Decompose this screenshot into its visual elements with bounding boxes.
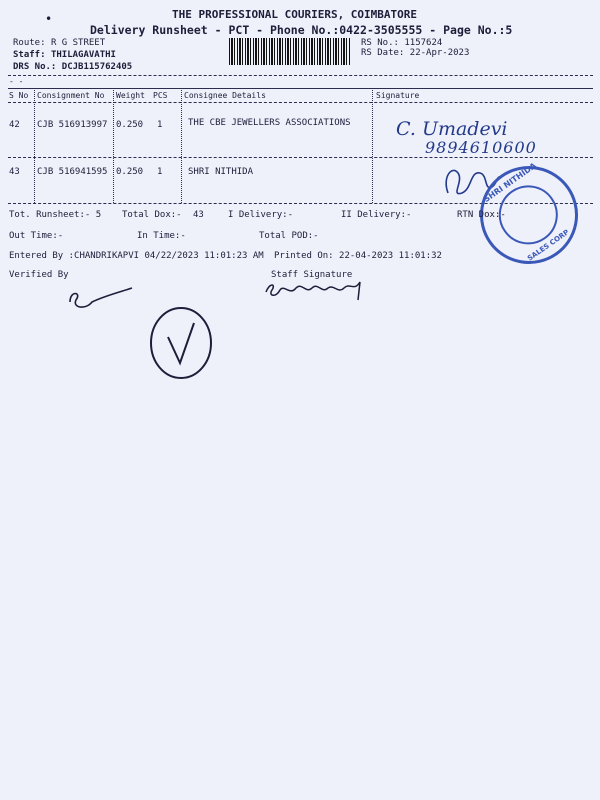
stamp-text: SALES CORP xyxy=(526,228,571,263)
out-time: Out Time:- xyxy=(9,231,64,241)
row-consignee: SHRI NITHIDA xyxy=(188,167,254,177)
ii-delivery: II Delivery:- xyxy=(341,210,412,220)
col-header-consignment: Consignment No xyxy=(37,91,105,100)
total-pod: Total POD:- xyxy=(259,231,319,241)
entered-by: Entered By :CHANDRIKAPVI 04/22/2023 11:01:23 AM xyxy=(9,251,264,261)
total-dox-label: Total Dox:- xyxy=(122,210,182,220)
printer-dot-mark: • xyxy=(45,12,53,26)
col-divider-3 xyxy=(181,88,182,203)
row-weight: 0.250 xyxy=(116,167,144,177)
handwritten-name: C. Umadevi xyxy=(396,118,508,140)
rule-top xyxy=(8,75,593,76)
rs-date-label: RS Date: xyxy=(361,48,405,58)
tot-runsheet: Tot. Runsheet:- 5 xyxy=(9,210,102,220)
stamp-text: SHRI NITHIDA xyxy=(481,161,538,205)
rs-no-label: RS No.: xyxy=(361,38,399,48)
rs-date-value: 22-Apr-2023 xyxy=(409,48,470,58)
circled-check-icon xyxy=(146,303,216,383)
drs-label: DRS No.: xyxy=(13,62,57,72)
company-title: THE PROFESSIONAL COURIERS, COIMBATORE xyxy=(172,8,418,21)
row-consignment: CJB 516913997 xyxy=(37,120,108,130)
col-divider-2 xyxy=(113,88,114,203)
row-pcs: 1 xyxy=(157,120,163,130)
rtn-dox: RTN Dox:- xyxy=(457,210,506,220)
printed-on: Printed On: 22-04-2023 11:01:32 xyxy=(274,251,442,261)
staff-label: Staff: xyxy=(13,50,46,60)
rule-header-top xyxy=(8,88,593,89)
rs-no-value: 1157624 xyxy=(404,38,443,48)
verified-signature-scribble xyxy=(64,286,136,316)
row-weight: 0.250 xyxy=(116,120,144,130)
rule-header-bottom xyxy=(8,102,593,103)
row-sno: 43 xyxy=(9,167,20,177)
route-line xyxy=(13,38,105,48)
col-divider-4 xyxy=(372,88,373,203)
staff-value: THILAGAVATHI xyxy=(50,50,116,60)
col-header-sno: S No xyxy=(9,91,29,100)
rule-marks: - - xyxy=(9,77,24,86)
handwritten-phone: 9894610600 xyxy=(425,138,537,157)
row-consignment: CJB 516941595 xyxy=(37,167,108,177)
verified-by: Verified By xyxy=(9,270,69,280)
barcode xyxy=(229,38,351,65)
row-consignee: THE CBE JEWELLERS ASSOCIATIONS xyxy=(188,118,351,128)
route-label: Route: xyxy=(13,38,46,48)
drs-line xyxy=(13,62,132,72)
drs-value: DCJB115762405 xyxy=(61,62,133,72)
col-header-pcs: PCS xyxy=(153,91,168,100)
col-header-weight: Weight xyxy=(116,91,145,100)
col-header-consignee: Consignee Details xyxy=(184,91,266,100)
col-header-signature: Signature xyxy=(376,91,420,100)
row-sno: 42 xyxy=(9,120,20,130)
staff-signature-scribble xyxy=(262,276,372,302)
rule-row1-bottom xyxy=(8,157,593,158)
staff-signature-label: Staff Signature xyxy=(271,270,353,280)
route-value: R G STREET xyxy=(50,38,106,48)
i-delivery: I Delivery:- xyxy=(228,210,294,220)
staff-line xyxy=(13,50,116,60)
in-time: In Time:- xyxy=(137,231,186,241)
row-pcs: 1 xyxy=(157,167,163,177)
col-divider-1 xyxy=(34,88,35,203)
total-dox-value: 43 xyxy=(193,210,204,220)
rs-date-line xyxy=(361,48,469,58)
rs-no-line xyxy=(361,38,442,48)
runsheet-subtitle: Delivery Runsheet - PCT - Phone No.:0422-3505555 - Page No.:5 xyxy=(90,23,513,37)
